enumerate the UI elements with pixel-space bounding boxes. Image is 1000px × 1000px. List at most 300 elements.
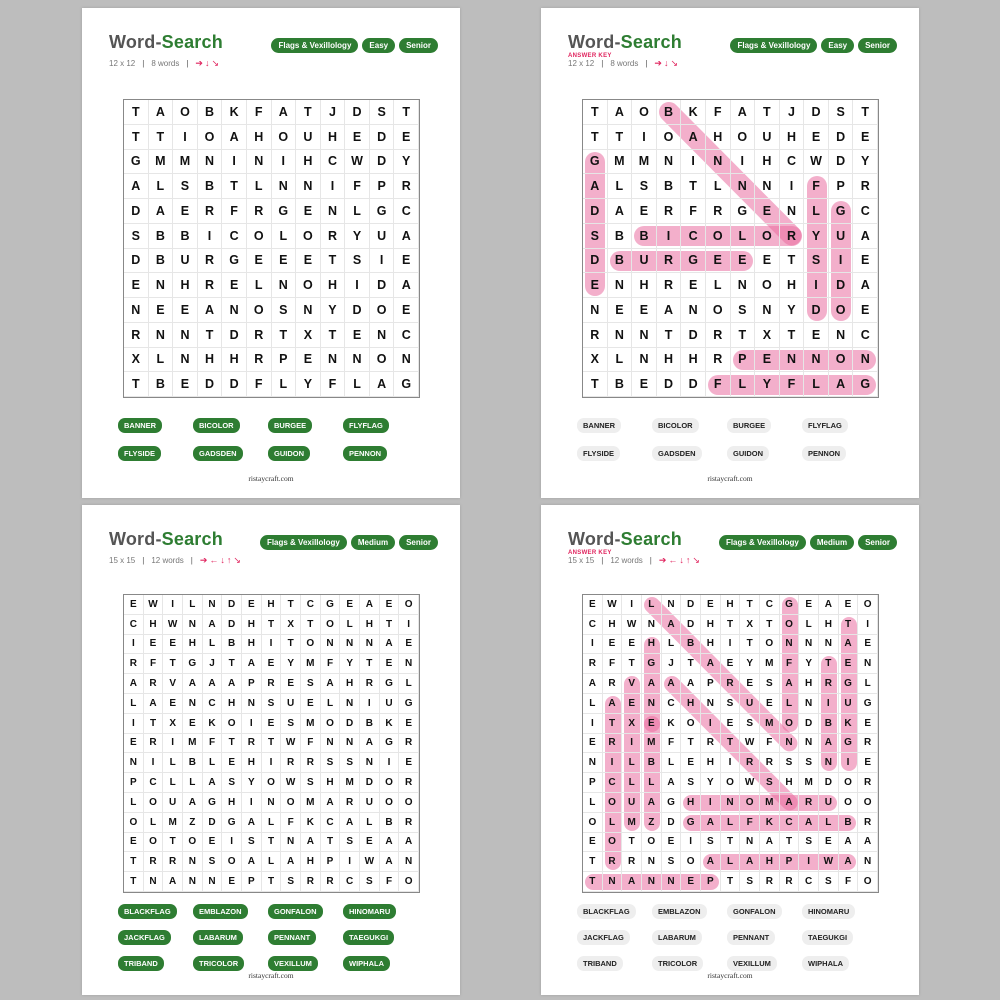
word-chip: LABARUM: [652, 930, 702, 945]
grid-cell: E: [173, 199, 198, 224]
grid-cell: E: [583, 833, 603, 853]
grid-cell: Y: [740, 654, 760, 674]
grid-cell: R: [706, 323, 731, 348]
grid-cell: G: [399, 694, 419, 714]
tag-badge: Flags & Vexillology: [719, 535, 806, 550]
word-chip: JACKFLAG: [118, 930, 171, 945]
grid-cell: O: [642, 833, 662, 853]
grid-cell: T: [124, 372, 149, 397]
grid-cell: A: [203, 674, 223, 694]
grid-cell: P: [829, 174, 854, 199]
grid-cell: T: [583, 872, 603, 892]
grid-cell: R: [124, 654, 144, 674]
footer-url: ristaycraft.com: [248, 474, 294, 483]
grid-cell: N: [340, 734, 360, 754]
grid-cell: N: [642, 694, 662, 714]
grid-cell: O: [144, 833, 164, 853]
grid-cell: M: [301, 654, 321, 674]
grid-cell: E: [163, 694, 183, 714]
grid-cell: F: [345, 174, 370, 199]
grid-cell: O: [272, 125, 297, 150]
grid-cell: O: [380, 773, 400, 793]
grid-cell: T: [262, 833, 282, 853]
grid-cell: N: [340, 694, 360, 714]
grid-cell: G: [858, 694, 878, 714]
grid-cell: W: [144, 595, 164, 615]
grid-cell: N: [149, 323, 174, 348]
grid-cell: N: [247, 150, 272, 175]
grid-cell: S: [301, 773, 321, 793]
grid-cell: N: [721, 793, 741, 813]
grid-cell: M: [622, 813, 642, 833]
grid-cell: I: [242, 714, 262, 734]
grid-cell: J: [321, 100, 346, 125]
tag-badge: Easy: [821, 38, 854, 53]
grid-cell: E: [394, 298, 419, 323]
grid-cell: W: [740, 734, 760, 754]
grid-cell: E: [804, 323, 829, 348]
grid-cell: F: [804, 174, 829, 199]
grid-cell: L: [721, 813, 741, 833]
grid-cell: R: [321, 224, 346, 249]
grid-cell: E: [345, 323, 370, 348]
grid-cell: E: [247, 249, 272, 274]
grid-cell: N: [394, 348, 419, 373]
grid-cell: E: [301, 694, 321, 714]
grid-cell: K: [760, 813, 780, 833]
grid-cell: N: [183, 852, 203, 872]
grid-cell: Y: [853, 150, 878, 175]
grid-cell: H: [681, 793, 701, 813]
puzzle-sheet-2-answer-key: [541, 8, 919, 498]
grid-cell: E: [183, 714, 203, 734]
grid-cell: A: [124, 674, 144, 694]
grid-cell: N: [183, 615, 203, 635]
direction-arrows-icon: ➔↓↘: [654, 58, 681, 68]
grid-cell: L: [583, 694, 603, 714]
grid-cell: E: [163, 635, 183, 655]
grid-cell: I: [731, 150, 756, 175]
grid-cell: I: [124, 714, 144, 734]
grid-cell: I: [370, 249, 395, 274]
grid-cell: A: [242, 813, 262, 833]
grid-cell: A: [662, 773, 682, 793]
grid-cell: E: [124, 595, 144, 615]
word-chip: FLYFLAG: [343, 418, 389, 433]
footer-url: ristaycraft.com: [248, 971, 294, 980]
grid-cell: O: [780, 615, 800, 635]
grid-cell: O: [603, 833, 623, 853]
grid-cell: E: [222, 753, 242, 773]
grid-cell: N: [149, 273, 174, 298]
grid-cell: O: [706, 224, 731, 249]
grid-cell: T: [603, 714, 623, 734]
grid-cell: B: [632, 224, 657, 249]
grid-cell: N: [296, 174, 321, 199]
grid-cell: E: [399, 714, 419, 734]
grid-cell: L: [345, 199, 370, 224]
grid-cell: R: [780, 224, 805, 249]
grid-cell: S: [370, 100, 395, 125]
grid-cell: T: [657, 323, 682, 348]
grid-cell: H: [701, 635, 721, 655]
word-chip: JACKFLAG: [577, 930, 630, 945]
grid-cell: T: [124, 852, 144, 872]
grid-cell: I: [262, 753, 282, 773]
grid-cell: E: [380, 595, 400, 615]
grid-cell: F: [780, 654, 800, 674]
grid-cell: T: [819, 654, 839, 674]
grid-cell: X: [163, 714, 183, 734]
grid-cell: O: [296, 273, 321, 298]
grid-cell: F: [603, 654, 623, 674]
grid-cell: L: [203, 635, 223, 655]
grid-cell: C: [394, 323, 419, 348]
grid-cell: H: [296, 150, 321, 175]
grid-cell: I: [721, 635, 741, 655]
grid-cell: T: [281, 595, 301, 615]
grid-cell: E: [394, 249, 419, 274]
grid-cell: N: [222, 298, 247, 323]
grid-cell: U: [829, 224, 854, 249]
grid-cell: E: [681, 753, 701, 773]
grid-cell: L: [799, 615, 819, 635]
grid-cell: T: [681, 734, 701, 754]
grid-cell: R: [603, 674, 623, 694]
grid-cell: A: [701, 852, 721, 872]
word-chip: WIPHALA: [343, 956, 390, 971]
grid-cell: F: [222, 199, 247, 224]
grid-cell: X: [622, 714, 642, 734]
grid-cell: R: [321, 872, 341, 892]
grid-cell: D: [583, 249, 608, 274]
grid-cell: T: [721, 615, 741, 635]
grid-cell: T: [839, 615, 859, 635]
grid-cell: W: [603, 595, 623, 615]
grid-size: 15 x 15: [109, 556, 136, 565]
grid-cell: I: [780, 174, 805, 199]
grid-cell: O: [399, 872, 419, 892]
grid-cell: T: [721, 734, 741, 754]
grid-cell: S: [804, 249, 829, 274]
word-chip: BANNER: [118, 418, 162, 433]
grid-cell: I: [242, 793, 262, 813]
grid-cell: T: [740, 595, 760, 615]
grid-cell: E: [340, 595, 360, 615]
grid-cell: I: [622, 595, 642, 615]
grid-cell: N: [799, 635, 819, 655]
grid-cell: F: [839, 872, 859, 892]
grid-cell: L: [340, 615, 360, 635]
grid-cell: A: [799, 813, 819, 833]
grid-cell: F: [321, 372, 346, 397]
grid-cell: H: [222, 793, 242, 813]
grid-cell: O: [380, 793, 400, 813]
grid-cell: C: [662, 694, 682, 714]
grid-cell: B: [198, 174, 223, 199]
grid-cell: U: [281, 694, 301, 714]
direction-arrows-icon: ➔↓↘: [195, 58, 222, 68]
footer-url: ristaycraft.com: [707, 971, 753, 980]
grid-cell: G: [321, 595, 341, 615]
grid-cell: S: [681, 773, 701, 793]
grid-cell: R: [706, 199, 731, 224]
grid-cell: Y: [345, 224, 370, 249]
grid-cell: A: [222, 125, 247, 150]
grid-cell: S: [222, 773, 242, 793]
grid-cell: G: [183, 654, 203, 674]
grid-cell: B: [608, 249, 633, 274]
grid-cell: D: [681, 595, 701, 615]
word-chip: GADSDEN: [652, 446, 702, 461]
grid-cell: K: [839, 714, 859, 734]
grid-cell: I: [173, 125, 198, 150]
grid-cell: A: [124, 174, 149, 199]
grid-cell: N: [321, 199, 346, 224]
grid-cell: T: [740, 635, 760, 655]
grid-cell: E: [721, 714, 741, 734]
grid-cell: N: [340, 635, 360, 655]
grid-cell: G: [780, 595, 800, 615]
grid-cell: R: [657, 199, 682, 224]
grid-cell: N: [731, 273, 756, 298]
grid-cell: M: [642, 734, 662, 754]
grid-cell: H: [242, 615, 262, 635]
grid-cell: E: [173, 298, 198, 323]
grid-cell: U: [360, 793, 380, 813]
word-chip: TAEGUKGI: [802, 930, 853, 945]
grid-cell: H: [632, 273, 657, 298]
grid-cell: L: [272, 372, 297, 397]
grid-cell: A: [340, 813, 360, 833]
grid-cell: R: [281, 753, 301, 773]
grid-cell: L: [399, 674, 419, 694]
tag-badge: Senior: [858, 535, 897, 550]
grid-cell: D: [583, 199, 608, 224]
grid-cell: H: [642, 635, 662, 655]
grid-cell: S: [281, 872, 301, 892]
grid-cell: B: [380, 813, 400, 833]
grid-cell: B: [681, 635, 701, 655]
grid-cell: D: [370, 125, 395, 150]
grid-cell: D: [819, 773, 839, 793]
grid-cell: A: [370, 372, 395, 397]
grid-cell: E: [731, 249, 756, 274]
grid-cell: E: [124, 833, 144, 853]
grid-cell: E: [740, 674, 760, 694]
grid-cell: E: [681, 273, 706, 298]
grid-cell: M: [149, 150, 174, 175]
grid-cell: T: [198, 323, 223, 348]
page-title: Word-Search: [109, 529, 223, 549]
grid-cell: A: [399, 833, 419, 853]
grid-cell: D: [829, 150, 854, 175]
grid-cell: T: [222, 654, 242, 674]
grid-cell: P: [124, 773, 144, 793]
grid-cell: S: [340, 753, 360, 773]
grid-cell: E: [203, 833, 223, 853]
grid-cell: L: [124, 694, 144, 714]
grid-cell: I: [583, 714, 603, 734]
grid-cell: I: [380, 753, 400, 773]
grid-cell: A: [380, 635, 400, 655]
grid-cell: U: [173, 249, 198, 274]
grid-cell: N: [321, 348, 346, 373]
grid-cell: N: [399, 654, 419, 674]
grid-cell: A: [662, 615, 682, 635]
grid-cell: A: [203, 615, 223, 635]
grid-cell: M: [163, 813, 183, 833]
grid-cell: N: [755, 174, 780, 199]
grid-cell: Z: [183, 813, 203, 833]
grid-cell: T: [124, 872, 144, 892]
grid-cell: O: [657, 125, 682, 150]
grid-cell: G: [839, 674, 859, 694]
grid-cell: A: [183, 793, 203, 813]
grid-cell: F: [301, 734, 321, 754]
word-list: [118, 904, 418, 971]
grid-cell: O: [296, 224, 321, 249]
grid-cell: N: [242, 694, 262, 714]
grid-cell: E: [281, 674, 301, 694]
grid-cell: R: [399, 734, 419, 754]
grid-cell: I: [399, 615, 419, 635]
grid-size: 12 x 12: [568, 59, 595, 68]
grid-cell: A: [394, 224, 419, 249]
grid-cell: H: [321, 125, 346, 150]
grid-cell: V: [622, 674, 642, 694]
grid-cell: L: [272, 224, 297, 249]
word-chip: TRICOLOR: [652, 956, 703, 971]
grid-cell: E: [222, 872, 242, 892]
grid-cell: F: [203, 734, 223, 754]
grid-cell: G: [681, 813, 701, 833]
grid-cell: S: [321, 753, 341, 773]
grid-cell: A: [321, 674, 341, 694]
grid-cell: E: [345, 125, 370, 150]
grid-cell: R: [657, 249, 682, 274]
grid-cell: B: [839, 813, 859, 833]
grid-cell: N: [321, 734, 341, 754]
grid-cell: I: [701, 714, 721, 734]
word-chip: VEXILLUM: [268, 956, 318, 971]
grid-cell: E: [394, 125, 419, 150]
grid-cell: Z: [642, 813, 662, 833]
word-chip: TRIBAND: [577, 956, 623, 971]
grid-cell: O: [321, 615, 341, 635]
grid-cell: S: [281, 714, 301, 734]
grid-cell: N: [203, 872, 223, 892]
grid-cell: H: [701, 615, 721, 635]
grid-cell: E: [701, 595, 721, 615]
grid-cell: R: [740, 753, 760, 773]
grid-cell: G: [829, 199, 854, 224]
grid-cell: R: [247, 348, 272, 373]
grid-cell: C: [203, 694, 223, 714]
grid-cell: O: [321, 714, 341, 734]
grid-cell: S: [721, 694, 741, 714]
grid-cell: C: [603, 773, 623, 793]
grid-cell: N: [321, 635, 341, 655]
grid-cell: S: [242, 833, 262, 853]
grid-cell: E: [583, 734, 603, 754]
grid-cell: E: [819, 833, 839, 853]
grid-cell: K: [222, 100, 247, 125]
grid-cell: L: [149, 348, 174, 373]
grid-cell: Y: [321, 298, 346, 323]
grid-cell: O: [681, 852, 701, 872]
grid-cell: A: [853, 224, 878, 249]
grid-cell: A: [149, 100, 174, 125]
grid-cell: I: [583, 635, 603, 655]
grid-cell: N: [731, 174, 756, 199]
grid-cell: U: [755, 125, 780, 150]
grid-cell: O: [839, 793, 859, 813]
grid-cell: L: [321, 694, 341, 714]
grid-cell: N: [281, 833, 301, 853]
grid-cell: K: [681, 100, 706, 125]
grid-cell: R: [799, 793, 819, 813]
puzzle-sheet-3: [82, 505, 460, 995]
grid-cell: U: [632, 249, 657, 274]
grid-cell: L: [603, 813, 623, 833]
grid-cell: D: [222, 372, 247, 397]
grid-cell: V: [163, 674, 183, 694]
grid-cell: L: [149, 174, 174, 199]
grid-cell: H: [780, 125, 805, 150]
grid-cell: M: [301, 793, 321, 813]
grid-cell: L: [608, 348, 633, 373]
grid-cell: J: [780, 100, 805, 125]
grid-cell: T: [262, 734, 282, 754]
grid-cell: D: [198, 372, 223, 397]
grid-cell: T: [301, 615, 321, 635]
grid-cell: O: [262, 773, 282, 793]
grid-cell: W: [804, 150, 829, 175]
grid-cell: Y: [394, 150, 419, 175]
grid-cell: N: [183, 694, 203, 714]
grid-cell: H: [321, 773, 341, 793]
grid-cell: N: [272, 174, 297, 199]
grid-cell: B: [183, 753, 203, 773]
grid-cell: L: [731, 224, 756, 249]
grid-cell: D: [345, 100, 370, 125]
word-chip: BICOLOR: [652, 418, 699, 433]
grid-cell: A: [819, 595, 839, 615]
grid-cell: N: [853, 348, 878, 373]
grid-cell: G: [681, 249, 706, 274]
grid-cell: E: [662, 833, 682, 853]
grid-cell: L: [345, 372, 370, 397]
grid-cell: S: [780, 753, 800, 773]
letter-grid: [582, 594, 879, 893]
grid-cell: A: [858, 833, 878, 853]
grid-cell: O: [681, 714, 701, 734]
word-chip: GUIDON: [727, 446, 769, 461]
word-chip: GUIDON: [268, 446, 310, 461]
grid-cell: A: [731, 100, 756, 125]
grid-cell: I: [272, 150, 297, 175]
grid-cell: N: [272, 273, 297, 298]
grid-cell: P: [272, 348, 297, 373]
grid-cell: I: [144, 753, 164, 773]
grid-cell: A: [183, 674, 203, 694]
page-title: Word-Search: [568, 529, 682, 549]
grid-cell: O: [829, 298, 854, 323]
grid-cell: H: [222, 348, 247, 373]
grid-cell: H: [657, 348, 682, 373]
grid-cell: H: [222, 694, 242, 714]
